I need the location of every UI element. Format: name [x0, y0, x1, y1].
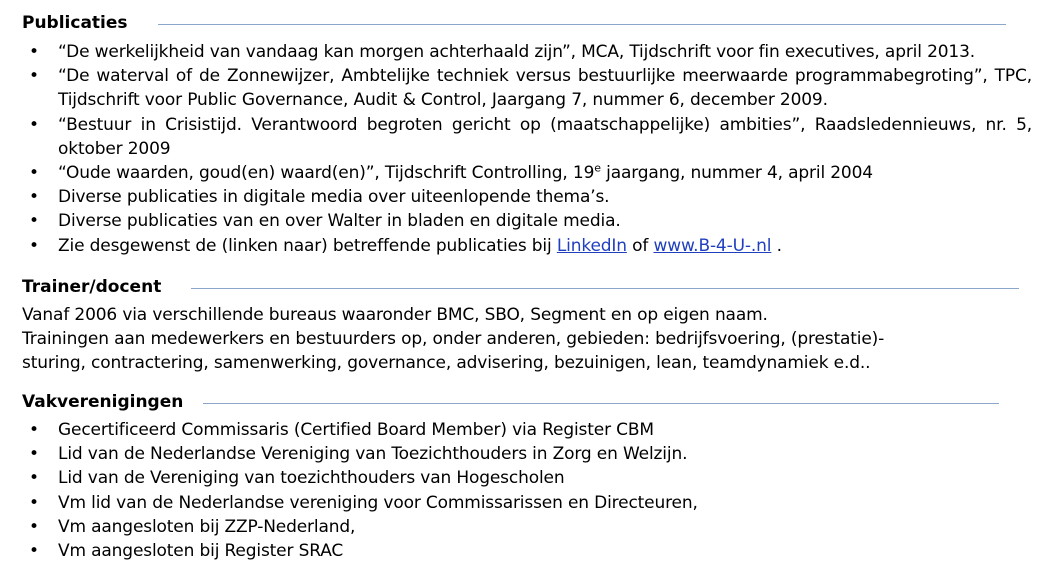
heading-vakverenigingen: Vakverenigingen — [22, 392, 184, 412]
bullet: • — [29, 187, 39, 208]
heading-rule — [203, 403, 999, 404]
bullet: • — [29, 492, 39, 513]
trainer-line: Vanaf 2006 via verschillende bureaus waaronder BMC, SBO, Segment en op eigen naam. — [22, 305, 768, 325]
list-item — [22, 209, 1032, 233]
list-item-text: Vm aangesloten bij ZZP-Nederland, — [58, 516, 356, 537]
section-vakverenigingen — [22, 389, 1032, 563]
website-link[interactable]: www.B-4-U-.nl — [653, 235, 772, 256]
list-item — [22, 539, 1032, 563]
list-item — [22, 161, 1032, 185]
linkedin-link[interactable]: LinkedIn — [556, 235, 627, 256]
bullet: • — [29, 114, 39, 135]
section-trainer-docent — [22, 274, 1032, 375]
list-item-text: of — [626, 235, 654, 256]
bullet: • — [29, 444, 39, 465]
bullet: • — [29, 42, 39, 62]
list-item-text: Zie desgewenst de (linken naar) betreffende publicaties bij — [58, 235, 557, 256]
bullet: • — [29, 163, 39, 184]
list-item — [22, 234, 1032, 258]
list-item-text: Vm lid van de Nederlandse vereniging voor Commissarissen en Directeuren, — [58, 492, 698, 513]
heading-rule — [191, 288, 1019, 289]
section-publicaties — [22, 10, 1032, 258]
bullet: • — [29, 516, 39, 537]
list-item — [22, 442, 1032, 466]
list-item-text: Lid van de Vereniging van toezichthouders van Hogescholen — [58, 468, 565, 489]
list-item — [22, 64, 1032, 112]
trainer-line: sturing, contractering, samenwerking, governance, advisering, bezuinigen, lean, teamdynamiek e.d.. — [22, 353, 871, 373]
list-item — [22, 515, 1032, 539]
vakverenigingen-list — [22, 418, 1032, 563]
bullet: • — [29, 541, 39, 562]
list-item-text: jaargang, nummer 4, april 2004 — [600, 163, 873, 184]
list-item-text: Gecertificeerd Commissaris (Certified Board Member) via Register CBM — [58, 420, 654, 440]
bullet: • — [29, 235, 39, 256]
list-item-text: “De werkelijkheid van vandaag kan morgen achterhaald zijn”, MCA, Tijdschrift voor fin executives, april 2013. — [58, 42, 975, 62]
list-item-text: “Bestuur in Crisistijd. Verantwoord begroten gericht op (maatschappelijke) ambities”, Raadsledennieuws, nr. 5, oktober 2009 — [58, 114, 1032, 159]
list-item — [22, 185, 1032, 209]
list-item-text: “De waterval of de Zonnewijzer, Ambtelijke techniek versus bestuurlijke meerwaarde programmabegroting”, TPC, Tijdschrift voor Public Governance, Audit & Control, Jaargang 7, nummer 6, december 2009. — [58, 66, 1032, 111]
heading-trainer-docent: Trainer/docent — [22, 277, 162, 297]
bullet: • — [29, 66, 39, 87]
list-item — [22, 466, 1032, 490]
heading-rule — [158, 24, 1006, 25]
list-item-text: Diverse publicaties van en over Walter in bladen en digitale media. — [58, 211, 621, 232]
list-item — [22, 491, 1032, 515]
list-item-text: . — [771, 235, 782, 256]
publicaties-list — [22, 40, 1032, 258]
bullet: • — [29, 211, 39, 232]
list-item-text: Diverse publicaties in digitale media over uiteenlopende thema’s. — [58, 187, 610, 208]
list-item-text: Lid van de Nederlandse Vereniging van Toezichthouders in Zorg en Welzijn. — [58, 444, 688, 465]
bullet: • — [29, 420, 39, 440]
list-item-text: Vm aangesloten bij Register SRAC — [58, 541, 344, 562]
heading-publicaties: Publicaties — [22, 13, 128, 33]
list-item-text: “Oude waarden, goud(en) waard(en)”, Tijdschrift Controlling, 19 — [58, 163, 595, 184]
bullet: • — [29, 468, 39, 489]
clipped-text-fragment — [490, 562, 920, 568]
superscript: e — [594, 161, 601, 175]
list-item — [22, 40, 1032, 64]
list-item — [22, 418, 1032, 442]
trainer-line: Trainingen aan medewerkers en bestuurders op, onder anderen, gebieden: bedrijfsvoering, (prestatie)- — [22, 329, 885, 349]
list-item — [22, 113, 1032, 161]
